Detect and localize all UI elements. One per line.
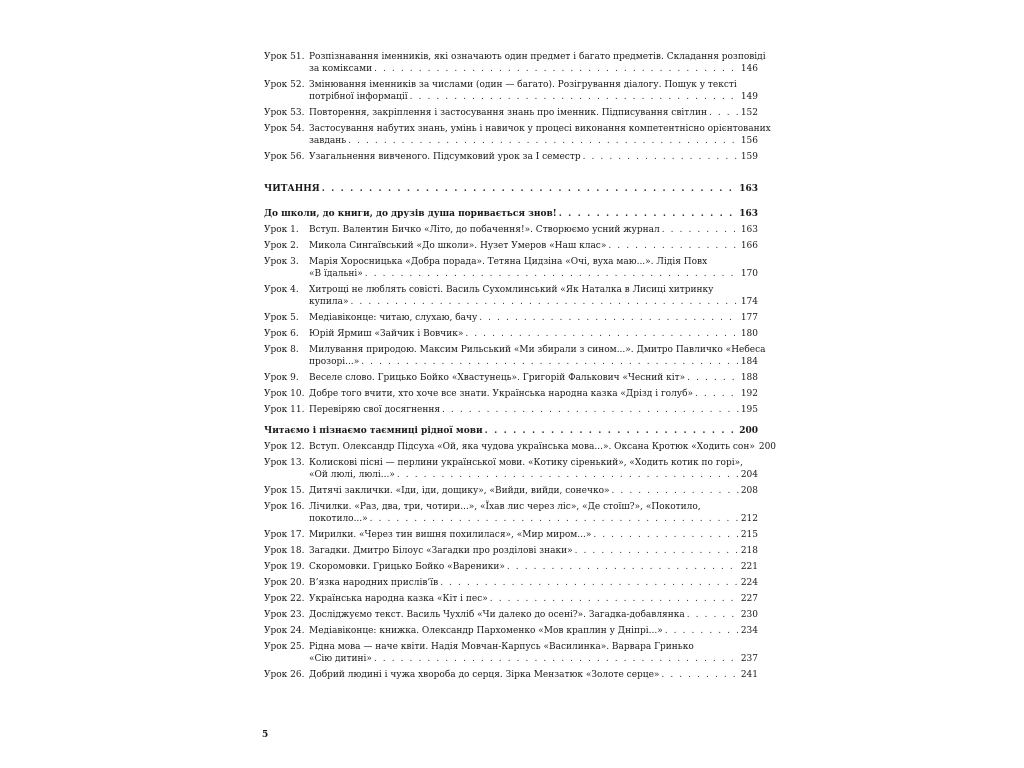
dot-leader bbox=[370, 513, 739, 525]
page-ref: 170 bbox=[740, 269, 758, 279]
lesson-title-text: Медіавіконце: книжка. Олександр Пархоменко «Мов краплин у Дніпрі...» bbox=[309, 626, 663, 636]
page-ref: 221 bbox=[740, 562, 758, 572]
lesson-title bbox=[309, 151, 758, 163]
toc-entry bbox=[264, 609, 758, 621]
lesson-number: Урок 2. bbox=[264, 241, 299, 251]
lesson-title-line bbox=[309, 593, 758, 605]
toc-entry bbox=[264, 669, 758, 681]
lesson-title-line bbox=[309, 469, 758, 481]
lesson-title-line bbox=[309, 669, 758, 681]
lesson-title-line bbox=[309, 268, 758, 280]
toc-entry bbox=[264, 224, 758, 236]
lesson-title-text: Застосування набутих знань, умінь і навичок у процесі виконання компетентнісно орієнтованих bbox=[309, 124, 771, 134]
dot-leader bbox=[351, 296, 739, 308]
lesson-number: Урок 8. bbox=[264, 345, 299, 355]
dot-leader bbox=[485, 425, 738, 437]
lesson-title-line bbox=[309, 641, 758, 653]
toc-entry bbox=[264, 328, 758, 340]
lesson-title-line bbox=[309, 561, 758, 573]
dot-leader bbox=[695, 388, 739, 400]
lesson-title-line bbox=[309, 441, 777, 453]
lesson-title-text: Юрій Ярмиш «Зайчик і Вовчик» bbox=[309, 329, 464, 339]
dot-leader bbox=[665, 625, 739, 637]
lesson-number: Урок 25. bbox=[264, 642, 305, 652]
lesson-number: Урок 9. bbox=[264, 373, 299, 383]
lesson-title-text: Добре того вчити, хто хоче все знати. Українська народна казка «Дрізд і голуб» bbox=[309, 389, 694, 399]
lesson-title-text: Рідна мова — наче квіти. Надія Мовчан-Карпусь «Василинка». Варвара Гринько bbox=[309, 642, 694, 652]
lesson-title-line bbox=[309, 256, 758, 268]
lesson-title-line bbox=[309, 577, 758, 589]
lesson-title-line bbox=[309, 356, 758, 368]
toc-entry bbox=[264, 545, 758, 557]
toc-entry bbox=[264, 561, 758, 573]
lesson-title bbox=[309, 372, 758, 384]
section-heading-language bbox=[264, 425, 758, 437]
toc-group-language bbox=[264, 441, 777, 681]
toc-entry bbox=[264, 457, 758, 481]
page-ref: 224 bbox=[740, 578, 758, 588]
dot-leader bbox=[365, 268, 739, 280]
lesson-title-line bbox=[309, 625, 758, 637]
lesson-title bbox=[309, 577, 758, 589]
toc-entry bbox=[264, 577, 758, 589]
lesson-title-text: потрібної інформації bbox=[309, 92, 408, 102]
toc-entry bbox=[264, 284, 758, 308]
lesson-title-text: покотило...» bbox=[309, 514, 368, 524]
page-ref: 227 bbox=[740, 594, 758, 604]
lesson-number: Урок 13. bbox=[264, 458, 305, 468]
lesson-number: Урок 19. bbox=[264, 562, 305, 572]
lesson-number: Урок 11. bbox=[264, 405, 305, 415]
lesson-title-line bbox=[309, 224, 758, 236]
lesson-number: Урок 16. bbox=[264, 502, 305, 512]
page-ref: 163 bbox=[739, 209, 758, 219]
lesson-title-line bbox=[309, 388, 758, 400]
lesson-title-text: Повторення, закріплення і застосування знань про іменник. Підписування світлин bbox=[309, 108, 707, 118]
lesson-title-line bbox=[309, 513, 758, 525]
page-ref: 212 bbox=[740, 514, 758, 524]
lesson-number: Урок 18. bbox=[264, 546, 305, 556]
lesson-title bbox=[309, 388, 758, 400]
lesson-title-text: завдань bbox=[309, 136, 347, 146]
page-ref: 230 bbox=[740, 610, 758, 620]
page-ref: 177 bbox=[740, 313, 758, 323]
page-ref: 218 bbox=[740, 546, 758, 556]
lesson-title bbox=[309, 51, 766, 75]
lesson-title bbox=[309, 457, 758, 481]
lesson-title bbox=[309, 561, 758, 573]
dot-leader bbox=[440, 577, 739, 589]
lesson-title bbox=[309, 485, 758, 497]
page-ref: 204 bbox=[740, 470, 758, 480]
lesson-title-line bbox=[309, 501, 758, 513]
lesson-title-line bbox=[309, 79, 758, 91]
lesson-number: Урок 10. bbox=[264, 389, 305, 399]
lesson-title bbox=[309, 404, 758, 416]
lesson-number: Урок 24. bbox=[264, 626, 305, 636]
lesson-title-text: Добрий людині і чужа хвороба до серця. Зірка Мензатюк «Золоте серце» bbox=[309, 670, 660, 680]
page-ref: 208 bbox=[740, 486, 758, 496]
lesson-title-line bbox=[309, 609, 758, 621]
toc-entry bbox=[264, 151, 758, 163]
lesson-title-line bbox=[309, 529, 758, 541]
lesson-number: Урок 4. bbox=[264, 285, 299, 295]
toc-entry bbox=[264, 107, 758, 119]
toc-entry bbox=[264, 256, 758, 280]
lesson-title-line bbox=[309, 328, 758, 340]
toc-entry bbox=[264, 240, 758, 252]
lesson-number: Урок 3. bbox=[264, 257, 299, 267]
lesson-title bbox=[309, 669, 758, 681]
lesson-title-line bbox=[309, 404, 758, 416]
lesson-title-text: Узагальнення вивченого. Підсумковий урок за І семестр bbox=[309, 152, 581, 162]
lesson-title-line bbox=[309, 653, 758, 665]
dot-leader bbox=[687, 609, 739, 621]
lesson-title bbox=[309, 609, 758, 621]
page-ref: 149 bbox=[740, 92, 758, 102]
lesson-title bbox=[309, 312, 758, 324]
page-ref: 237 bbox=[740, 654, 758, 664]
lesson-title-line bbox=[309, 151, 758, 163]
dot-leader bbox=[612, 485, 739, 497]
page-ref: 174 bbox=[740, 297, 758, 307]
lesson-title-text: Українська народна казка «Кіт і пес» bbox=[309, 594, 488, 604]
lesson-title-text: «Ой люлі, люлі...» bbox=[309, 470, 395, 480]
lesson-title-line bbox=[309, 135, 758, 147]
lesson-title-text: Веселе слово. Грицько Бойко «Хвастунець». Григорій Фалькович «Чесний кіт» bbox=[309, 373, 686, 383]
lesson-title-line bbox=[309, 63, 758, 75]
dot-leader bbox=[410, 91, 739, 103]
page-ref: 166 bbox=[740, 241, 758, 251]
dot-leader bbox=[687, 372, 739, 384]
page-ref: 200 bbox=[758, 442, 777, 452]
page-ref: 163 bbox=[739, 184, 758, 194]
lesson-title-text: купила» bbox=[309, 297, 349, 307]
dot-leader bbox=[442, 404, 739, 416]
toc-entry bbox=[264, 404, 758, 416]
page-ref: 146 bbox=[740, 64, 758, 74]
toc-entry bbox=[264, 441, 777, 453]
lesson-title-text: Вступ. Валентин Бичко «Літо, до побачення!». Створюємо усний журнал bbox=[309, 225, 660, 235]
lesson-title bbox=[309, 641, 758, 665]
toc-entry bbox=[264, 123, 771, 147]
page-ref: 234 bbox=[740, 626, 758, 636]
dot-leader bbox=[397, 469, 739, 481]
lesson-title-text: прозорі...» bbox=[309, 357, 360, 367]
toc-group-grammar bbox=[264, 51, 771, 163]
lesson-title-line bbox=[309, 240, 758, 252]
lesson-title-text: Микола Сингаївський «До школи». Нузет Умеров «Наш клас» bbox=[309, 241, 607, 251]
lesson-title-text: Марія Хоросницька «Добра порада». Тетяна Цидзіна «Очі, вуха маю...». Лідія Повх bbox=[309, 257, 708, 267]
toc-entry bbox=[264, 79, 758, 103]
page-ref: 163 bbox=[740, 225, 758, 235]
lesson-title-text: Вступ. Олександр Підсуха «Ой, яка чудова українська мова...». Оксана Кротюк «Ходить сон» bbox=[309, 442, 755, 452]
toc-entry bbox=[264, 593, 758, 605]
page-ref: 180 bbox=[740, 329, 758, 339]
lesson-title-text: Хитрощі не люблять совісті. Василь Сухомлинський «Як Наталка в Лисиці хитринку bbox=[309, 285, 714, 295]
lesson-number: Урок 56. bbox=[264, 152, 305, 162]
dot-leader bbox=[490, 593, 739, 605]
toc-entry bbox=[264, 372, 758, 384]
dot-leader bbox=[575, 545, 739, 557]
dot-leader bbox=[559, 208, 738, 220]
lesson-title bbox=[309, 545, 758, 557]
dot-leader bbox=[583, 151, 739, 163]
dot-leader bbox=[374, 653, 739, 665]
page-ref: 152 bbox=[740, 108, 758, 118]
lesson-title-line bbox=[309, 372, 758, 384]
dot-leader bbox=[479, 312, 739, 324]
lesson-title-text: Милування природою. Максим Рильський «Ми збирали з сином...». Дмитро Павличко «Небеса bbox=[309, 345, 766, 355]
lesson-title bbox=[309, 256, 758, 280]
lesson-title-line bbox=[309, 123, 771, 135]
lesson-title-text: В’язка народних прислів’їв bbox=[309, 578, 439, 588]
section-title: Читаємо і пізнаємо таємниці рідної мови bbox=[264, 426, 483, 436]
lesson-title-line bbox=[309, 457, 758, 469]
lesson-title-text: «Сію дитині» bbox=[309, 654, 372, 664]
dot-leader bbox=[361, 356, 739, 368]
dot-leader bbox=[709, 107, 739, 119]
lesson-number: Урок 54. bbox=[264, 124, 305, 134]
lesson-number: Урок 6. bbox=[264, 329, 299, 339]
lesson-title-text: Змінювання іменників за числами (один — багато). Розігрування діалогу. Пошук у тексті bbox=[309, 80, 737, 90]
lesson-number: Урок 26. bbox=[264, 670, 305, 680]
lesson-title-text: «В їдальні» bbox=[309, 269, 363, 279]
lesson-number: Урок 17. bbox=[264, 530, 305, 540]
lesson-title-text: Колискові пісні — перлини української мови. «Котику сіренький», «Ходить котик по горі», bbox=[309, 458, 743, 468]
lesson-title-text: Скоромовки. Грицько Бойко «Вареники» bbox=[309, 562, 505, 572]
dot-leader bbox=[608, 240, 738, 252]
toc-entry bbox=[264, 641, 758, 665]
lesson-title-text: Дитячі заклички. «Іди, іди, дощику», «Вийди, вийди, сонечко» bbox=[309, 486, 610, 496]
lesson-number: Урок 15. bbox=[264, 486, 305, 496]
lesson-title-text: Лічилки. «Раз, два, три, чотири...», «Їхав лис через ліс», «Де стоїш?», «Покотило, bbox=[309, 502, 701, 512]
lesson-title bbox=[309, 441, 777, 453]
page-ref: 215 bbox=[740, 530, 758, 540]
toc-entry bbox=[264, 344, 766, 368]
dot-leader bbox=[593, 529, 738, 541]
lesson-title-line bbox=[309, 485, 758, 497]
lesson-title-line bbox=[309, 91, 758, 103]
dot-leader bbox=[374, 63, 739, 75]
lesson-title-text: Медіавіконце: читаю, слухаю, бачу bbox=[309, 313, 478, 323]
lesson-title bbox=[309, 123, 771, 147]
lesson-title bbox=[309, 107, 758, 119]
lesson-title-line bbox=[309, 312, 758, 324]
lesson-title bbox=[309, 344, 766, 368]
page-ref: 184 bbox=[740, 357, 758, 367]
page-ref: 241 bbox=[740, 670, 758, 680]
page-ref: 159 bbox=[740, 152, 758, 162]
lesson-number: Урок 12. bbox=[264, 442, 305, 452]
lesson-number: Урок 20. bbox=[264, 578, 305, 588]
dot-leader bbox=[348, 135, 739, 147]
lesson-title bbox=[309, 593, 758, 605]
lesson-title-line bbox=[309, 107, 758, 119]
section-reading bbox=[264, 183, 758, 195]
dot-leader bbox=[662, 224, 739, 236]
lesson-title bbox=[309, 501, 758, 525]
page-ref: 156 bbox=[740, 136, 758, 146]
page-ref: 188 bbox=[740, 373, 758, 383]
lesson-number: Урок 23. bbox=[264, 610, 305, 620]
toc-entry bbox=[264, 485, 758, 497]
lesson-title-text: Загадки. Дмитро Білоус «Загадки про розділові знаки» bbox=[309, 546, 573, 556]
toc-entry bbox=[264, 388, 758, 400]
dot-leader bbox=[322, 183, 738, 195]
dot-leader bbox=[661, 669, 738, 681]
lesson-title bbox=[309, 79, 758, 103]
lesson-title-text: Мирилки. «Через тин вишня похилилася», «Мир миром...» bbox=[309, 530, 592, 540]
lesson-title bbox=[309, 625, 758, 637]
lesson-title-line bbox=[309, 284, 758, 296]
lesson-title-text: за коміксами bbox=[309, 64, 373, 74]
lesson-title bbox=[309, 224, 758, 236]
section-title: ЧИТАННЯ bbox=[264, 184, 320, 194]
page-ref: 195 bbox=[740, 405, 758, 415]
lesson-number: Урок 53. bbox=[264, 108, 305, 118]
lesson-title-text: Досліджуємо текст. Василь Чухліб «Чи далеко до осені?». Загадка-добавлянка bbox=[309, 610, 685, 620]
toc-entry bbox=[264, 625, 758, 637]
lesson-title-text: Розпізнавання іменників, які означають один предмет і багато предметів. Складання розповіді bbox=[309, 52, 766, 62]
lesson-title-line bbox=[309, 344, 766, 356]
toc-entry bbox=[264, 51, 766, 75]
page-ref: 200 bbox=[739, 426, 758, 436]
lesson-number: Урок 51. bbox=[264, 52, 305, 62]
toc-entry bbox=[264, 501, 758, 525]
toc-group-school bbox=[264, 224, 766, 416]
toc-entry bbox=[264, 529, 758, 541]
lesson-number: Урок 22. bbox=[264, 594, 305, 604]
page-number: 5 bbox=[262, 730, 269, 740]
lesson-number: Урок 5. bbox=[264, 313, 299, 323]
dot-leader bbox=[465, 328, 738, 340]
lesson-title-line bbox=[309, 51, 766, 63]
lesson-title-text: Перевіряю свої досягнення bbox=[309, 405, 441, 415]
lesson-title bbox=[309, 529, 758, 541]
lesson-number: Урок 1. bbox=[264, 225, 299, 235]
lesson-title-line bbox=[309, 545, 758, 557]
lesson-title bbox=[309, 328, 758, 340]
table-of-contents bbox=[264, 51, 777, 685]
dot-leader bbox=[507, 561, 739, 573]
section-heading-school bbox=[264, 208, 758, 220]
lesson-title-line bbox=[309, 296, 758, 308]
section-title: До школи, до книги, до друзів душа поривається знов! bbox=[264, 209, 557, 219]
lesson-title bbox=[309, 284, 758, 308]
toc-entry bbox=[264, 312, 758, 324]
lesson-number: Урок 52. bbox=[264, 80, 305, 90]
page-ref: 192 bbox=[740, 389, 758, 399]
lesson-title bbox=[309, 240, 758, 252]
